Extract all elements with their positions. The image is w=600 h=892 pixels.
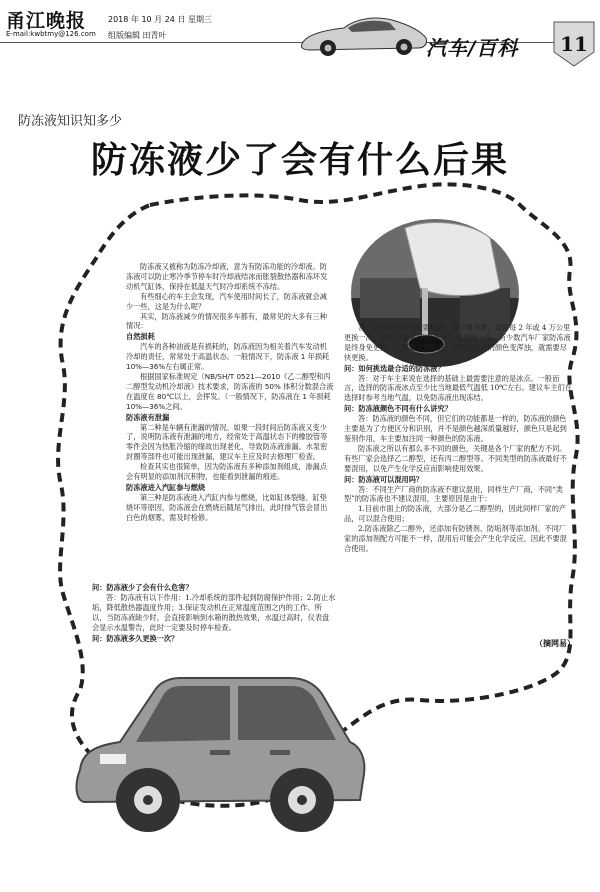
question: 问：防冻液可以混用吗？ [344,474,424,484]
source-credit: （摘网易） [535,638,575,648]
layout-editor: 组版编辑 田青叶 [108,31,167,40]
masthead-logo: 甬江晚报 [6,10,87,32]
subheading: 防冻液有泄漏 [126,412,170,422]
answer: 答：防冻液的颜色不同，但它们的功能都是一样的，防冻液的颜色主要是为了方便区分和识别，并不是颜色越深质量越好，颜色只是起到鉴别作用，车主要加注同一种颜色的防冻液。 [344,414,567,443]
subheading: 自然损耗 [126,332,155,342]
paragraph: 其实，防冻液减少的情况很多车都有，最常见的大多有三种情况： [126,311,327,331]
paragraph: 第二种是车辆有泄漏的情况。如果一段时间后防冻液又变少了，说明防冻液有泄漏的地方，经常处于高温状态下的橡胶管等零件会因为热胀冷缩的缘故出现老化，导致防冻液渗漏。水泵密封圈等部件也可能出现泄漏，建议车主应及时去修理厂检查。 [126,422,328,462]
page-number: 11 [560,32,588,56]
answer: 答：防冻液更换周期需根据厂家手册为准，通常每 2 年或 4 万公里更换一次，最长为每 4 年或 6 万公里更换一次，有少数汽车厂家防冻液是终身免更换，只需要定期检查，如果防冻液的颜色变浑浊，就需要尽快更换。 [344,323,571,362]
article-column-right [344,323,572,554]
question: 问：防冻液多久更换一次？ [92,633,179,643]
paragraph: 检查其实也很简单，因为防冻液有多种添加剂组成，渗漏点会有明显的添加剂沉积物，也能看到泄漏的痕迹。 [126,462,327,482]
answer: 答：不同生产厂商的防冻液不建议混用，同样生产厂商，不同“类型”的防冻液也不建议混用，主要原因是由于： [344,484,563,504]
answer: 1.目前市面上的防冻液，大部分是乙二醇型的，因此同样厂家的产品，可以混合使用； [344,504,567,524]
answer: 答：防冻液有以下作用：1.冷却系统的部件起到防腐保护作用；2.防止水垢，降低散热器温度作用；3.保证发动机在正常温度范围之内的工作。所以，当防冻液缺少时，会直接影响到水箱的散热效果，水温过高时，仪表盘会显示水温警告，此时一定要及时停车检查。 [92,592,336,632]
car-illustration [60,650,370,840]
paragraph: 第三种是防冻液进入汽缸内参与燃烧，比如缸体裂缝、缸垫烧坏等原因，防冻液会在燃烧后随尾气排出，此时排气管会冒出白色的烟雾，需及时检修。 [126,492,328,522]
section-title: 汽车/百科 [426,36,519,60]
paragraph: 汽车的各种油液是有损耗的，防冻液因为相关着汽车发动机冷却的责任，常常处于高温状态。一般情况下，防冻液 1 年损耗 10%—36%左右属正常。 [126,342,330,372]
article-column-left [126,262,334,523]
answer: 防冻液之所以有那么多不同的颜色，关键是各个厂家的配方不同。有些厂家会选择乙二醇型，还有丙二醇型等。不同类型的防冻液最好不要混用，以免产生化学反应而影响使用效果。 [344,443,567,473]
article-title: 防冻液少了会有什么后果 [90,139,509,181]
question: 问：防冻液颜色不同有什么讲究？ [344,404,452,414]
question: 问：如何挑选最合适的防冻液？ [344,363,445,373]
paragraph: 有些细心的车主会发现，汽车使用时间长了，防冻液就会减少一些，这是为什么呢？ [126,291,327,311]
question: 问：防冻液少了会有什么危害？ [92,583,193,592]
subheading: 防冻液进入汽缸参与燃烧 [126,482,206,492]
paragraph: 根据国家标准规定（NB/SH/T 0521—2010《乙二醇型和丙二醇型发动机冷却液》技术要求，防冻液的 50% 体积分数混合液在温度在 80℃以上，会挥发。（一般情况下，防冻液在 1 年损耗 10%—36%之间。 [126,371,334,411]
article-kicker: 防冻液知识知多少 [18,114,123,129]
paragraph: 防冻液又被称为防冻冷却液，意为有防冻功能的冷却液。防冻液可以防止寒冷季节停车时冷却液结冰而胀裂散热器和冻坏发动机气缸体，保持在低温天气时冷却系统不冻结。 [126,262,328,291]
issue-date: 2018 年 10 月 24 日 星期三 [108,15,212,24]
article-column-left-lower [92,582,336,643]
answer: 答：对于车主来说在选择的基础上最需要注意的是冰点。一般而言，选择的防冻液冰点至少比当地最低气温低 10℃左右。建议车主们在选择时参考当地气温，以免防冻液出现冻结。 [344,373,572,403]
email-address: E-mail:kwbtmy@126.com [6,30,96,38]
answer: 2.防冻液除乙二醇外，还添加有防锈剂、防垢剂等添加剂。不同厂家的添加剂配方可能不一样，混用后可能会产生化学反应，因此不要混合使用。 [344,524,567,553]
